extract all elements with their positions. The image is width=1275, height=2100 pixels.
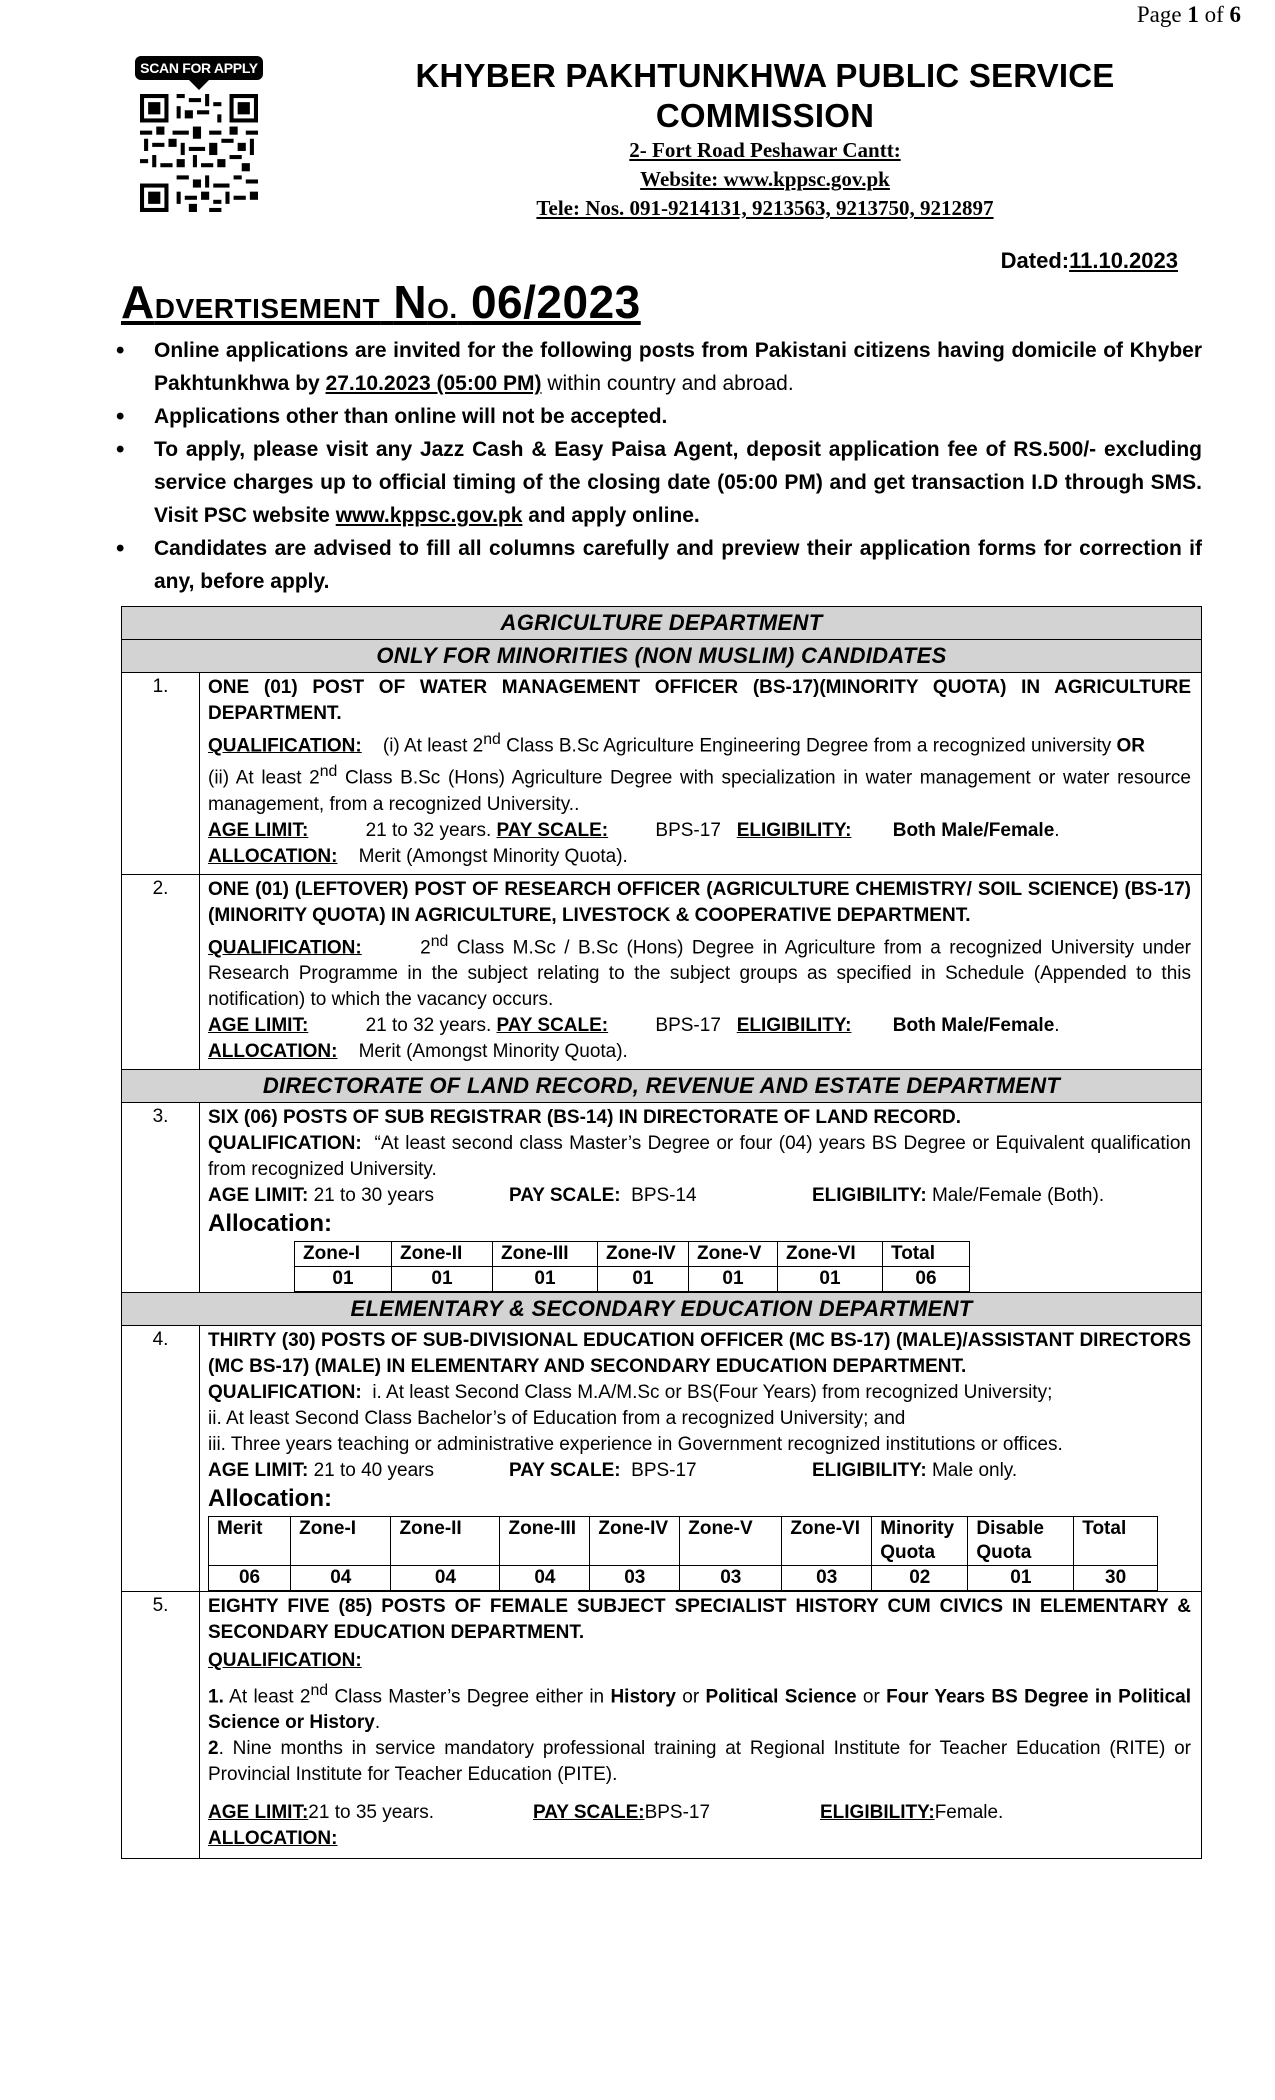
posts-table <box>121 606 1202 1859</box>
table-row: 5. EIGHTY FIVE (85) POSTS OF FEMALE SUBJECT SPECIALIST HISTORY CUM CIVICS IN ELEMENTARY & SECONDARY EDUCATION DEPARTMENT. QUALIFICATION: 1. At least 2nd Class Master’s Degree either in History or Political Science or Four Years BS Degree in Political Science or History. 2. Nine months in service mandatory professional training at Regional Institute for Teacher Education (RITE) or Provincial Institute for Teacher Education (PITE). AGE LIMIT:21 to 35 years. PAY SCALE:BPS-17 ELIGIBILITY:Female. ALLOCATION: <box>122 1591 1202 1858</box>
table-row: 2. ONE (01) (LEFTOVER) POST OF RESEARCH OFFICER (AGRICULTURE CHEMISTRY/ SOIL SCIENCE) (BS-17)(MINORITY QUOTA) IN AGRICULTURE, LIVESTOCK & COOPERATIVE DEPARTMENT. QUALIFICATION: 2nd Class M.Sc / B.Sc (Hons) Degree in Agriculture from a recognized University under Research Programme in the subject relating to the subject groups as specified in Schedule (Appended to this notification) to which the vacancy occurs. AGE LIMIT: 21 to 32 years. PAY SCALE: BPS-17 ELIGIBILITY: Both Male/Female. ALLOCATION: Merit (Amongst Minority Quota). <box>122 874 1202 1069</box>
table-row: 4. THIRTY (30) POSTS OF SUB-DIVISIONAL EDUCATION OFFICER (MC BS-17) (MALE)/ASSISTANT DIRECTORS (MC BS-17) (MALE) IN ELEMENTARY AND SECONDARY EDUCATION DEPARTMENT. QUALIFICATION: i. At least Second Class M.A/M.Sc or BS(Four Years) from recognized University; ii. At least Second Class Bachelor’s of Education from a recognized University; and iii. Three years teaching or administrative experience in Government recognized institutions or offices. AGE LIMIT: 21 to 40 years PAY SCALE: BPS-17 ELIGIBILITY: Male only. Allocation: Merit Zone-I Zone-II Zone-III Zone-IV Zone-V Zone-VI Minority Quota Disable Quota Total 06 04 04 04 03 03 03 02 01 30 <box>122 1325 1202 1591</box>
allocation-header-cell: Zone-III <box>493 1241 598 1266</box>
allocation-value-cell: 06 <box>883 1266 970 1291</box>
allocation-value-cell: 03 <box>782 1565 872 1590</box>
dated-value: 11.10.2023 <box>1069 248 1178 273</box>
allocation-value-cell: 04 <box>500 1565 590 1590</box>
allocation-value-cell: 01 <box>778 1266 883 1291</box>
table-row: 3. SIX (06) POSTS OF SUB REGISTRAR (BS-14) IN DIRECTORATE OF LAND RECORD. QUALIFICATION: “At least second class Master’s Degree or four (04) years BS Degree or Equivalent qualification from recognized University. AGE LIMIT: 21 to 30 years PAY SCALE: BPS-14 ELIGIBILITY: Male/Female (Both). Allocation: Zone-I Zone-II Zone-III Zone-IV Zone-V Zone-VI Total 01 01 01 01 01 01 06 <box>122 1102 1202 1292</box>
allocation-header-cell: Zone-I <box>295 1241 392 1266</box>
allocation-table <box>208 1516 1158 1591</box>
list-item: • To apply, please visit any Jazz Cash & Easy Paisa Agent, deposit application fee of RS.500/- excluding service charges up to official timing of the closing date (05:00 PM) and get transaction I.D through SMS. Visit PSC website www.kppsc.gov.pk and apply online. <box>154 433 1202 532</box>
post-title: EIGHTY FIVE (85) POSTS OF FEMALE SUBJECT SPECIALIST HISTORY CUM CIVICS IN ELEMENTARY & SECONDARY EDUCATION DEPARTMENT. <box>208 1595 1191 1643</box>
qr-block <box>135 56 263 217</box>
allocation-header-cell: Zone-VI <box>778 1241 883 1266</box>
allocation-value-cell: 02 <box>872 1565 968 1590</box>
allocation-table <box>294 1241 970 1292</box>
allocation-header-cell: Zone-VI <box>782 1516 872 1565</box>
allocation-value-cell: 01 <box>689 1266 778 1291</box>
table-row: 1. ONE (01) POST OF WATER MANAGEMENT OFFICER (BS-17)(MINORITY QUOTA) IN AGRICULTURE DEPARTMENT. QUALIFICATION: (i) At least 2nd Class B.Sc Agriculture Engineering Degree from a recognized university OR (ii) At least 2nd Class B.Sc (Hons) Agriculture Degree with specialization in water management or water resource management, from a recognized University.. AGE LIMIT: 21 to 32 years. PAY SCALE: BPS-17 ELIGIBILITY: Both Male/Female. ALLOCATION: Merit (Amongst Minority Quota). <box>122 673 1202 875</box>
list-item: • Applications other than online will not be accepted. <box>154 400 1202 433</box>
qr-label: SCAN FOR APPLY <box>135 56 263 80</box>
allocation-value-cell: 01 <box>392 1266 493 1291</box>
dated: Dated:11.10.2023 <box>1000 248 1178 273</box>
section-header: AGRICULTURE DEPARTMENT <box>122 607 1202 640</box>
org-name-line2: COMMISSION <box>655 97 875 134</box>
allocation-header-cell: Zone-II <box>391 1516 500 1565</box>
allocation-value-cell: 04 <box>291 1565 391 1590</box>
post-title: SIX (06) POSTS OF SUB REGISTRAR (BS-14) IN DIRECTORATE OF LAND RECORD. <box>208 1106 962 1128</box>
allocation-header-cell: Zone-V <box>680 1516 782 1565</box>
allocation-header-cell: Total <box>883 1241 970 1266</box>
allocation-value-cell: 03 <box>590 1565 680 1590</box>
allocation-header-cell: Total <box>1074 1516 1158 1565</box>
instructions-list <box>154 334 1202 598</box>
allocation-value-cell: 04 <box>391 1565 500 1590</box>
allocation-header-cell: Zone-V <box>689 1241 778 1266</box>
allocation-value-cell: 01 <box>295 1266 392 1291</box>
list-item: • Candidates are advised to fill all columns carefully and preview their application forms for correction if any, before apply. <box>154 532 1202 598</box>
allocation-value-cell: 01 <box>598 1266 689 1291</box>
website[interactable]: Website: www.kppsc.gov.pk <box>640 167 890 191</box>
section-header: DIRECTORATE OF LAND RECORD, REVENUE AND ESTATE DEPARTMENT <box>122 1069 1202 1102</box>
advertisement-title: ADVERTISEMENT NO. 06/2023 <box>121 276 641 328</box>
allocation-value-cell: 01 <box>968 1565 1074 1590</box>
page-number: Page 1 of 6 <box>1136 2 1241 27</box>
allocation-value-cell: 30 <box>1074 1565 1158 1590</box>
qr-code-icon <box>140 94 258 212</box>
post-title: ONE (01) (LEFTOVER) POST OF RESEARCH OFFICER (AGRICULTURE CHEMISTRY/ SOIL SCIENCE) (BS-17)(MINORITY QUOTA) IN AGRICULTURE, LIVESTOCK & COOPERATIVE DEPARTMENT. <box>208 878 1191 926</box>
post-title: ONE (01) POST OF WATER MANAGEMENT OFFICER (BS-17)(MINORITY QUOTA) IN AGRICULTURE DEPARTMENT. <box>208 677 1191 724</box>
section-header: ELEMENTARY & SECONDARY EDUCATION DEPARTMENT <box>122 1292 1202 1325</box>
allocation-header-cell: Zone-IV <box>590 1516 680 1565</box>
org-name-line1: KHYBER PAKHTUNKHWA PUBLIC SERVICE <box>415 57 1115 94</box>
allocation-value-cell: 03 <box>680 1565 782 1590</box>
address: 2- Fort Road Peshawar Cantt: <box>629 138 901 162</box>
allocation-header-cell: Minority Quota <box>872 1516 968 1565</box>
allocation-value-cell: 01 <box>493 1266 598 1291</box>
post-title: THIRTY (30) POSTS OF SUB-DIVISIONAL EDUCATION OFFICER (MC BS-17) (MALE)/ASSISTANT DIRECTORS (MC BS-17) (MALE) IN ELEMENTARY AND SECONDARY EDUCATION DEPARTMENT. <box>208 1329 1191 1377</box>
allocation-header-cell: Zone-II <box>392 1241 493 1266</box>
allocation-header-cell: Disable Quota <box>968 1516 1074 1565</box>
telephone: Tele: Nos. 091-9214131, 9213563, 9213750, 9212897 <box>536 196 994 220</box>
website-link[interactable]: www.kppsc.gov.pk <box>335 504 523 527</box>
header <box>330 56 1200 223</box>
list-item: • Online applications are invited for the following posts from Pakistani citizens having domicile of Khyber Pakhtunkhwa by 27.10.2023 (05:00 PM) within country and abroad. <box>154 334 1202 400</box>
section-header: ONLY FOR MINORITIES (NON MUSLIM) CANDIDATES <box>122 640 1202 673</box>
allocation-header-cell: Zone-IV <box>598 1241 689 1266</box>
allocation-header-cell: Merit <box>209 1516 291 1565</box>
allocation-header-cell: Zone-III <box>500 1516 590 1565</box>
allocation-value-cell: 06 <box>209 1565 291 1590</box>
allocation-header-cell: Zone-I <box>291 1516 391 1565</box>
